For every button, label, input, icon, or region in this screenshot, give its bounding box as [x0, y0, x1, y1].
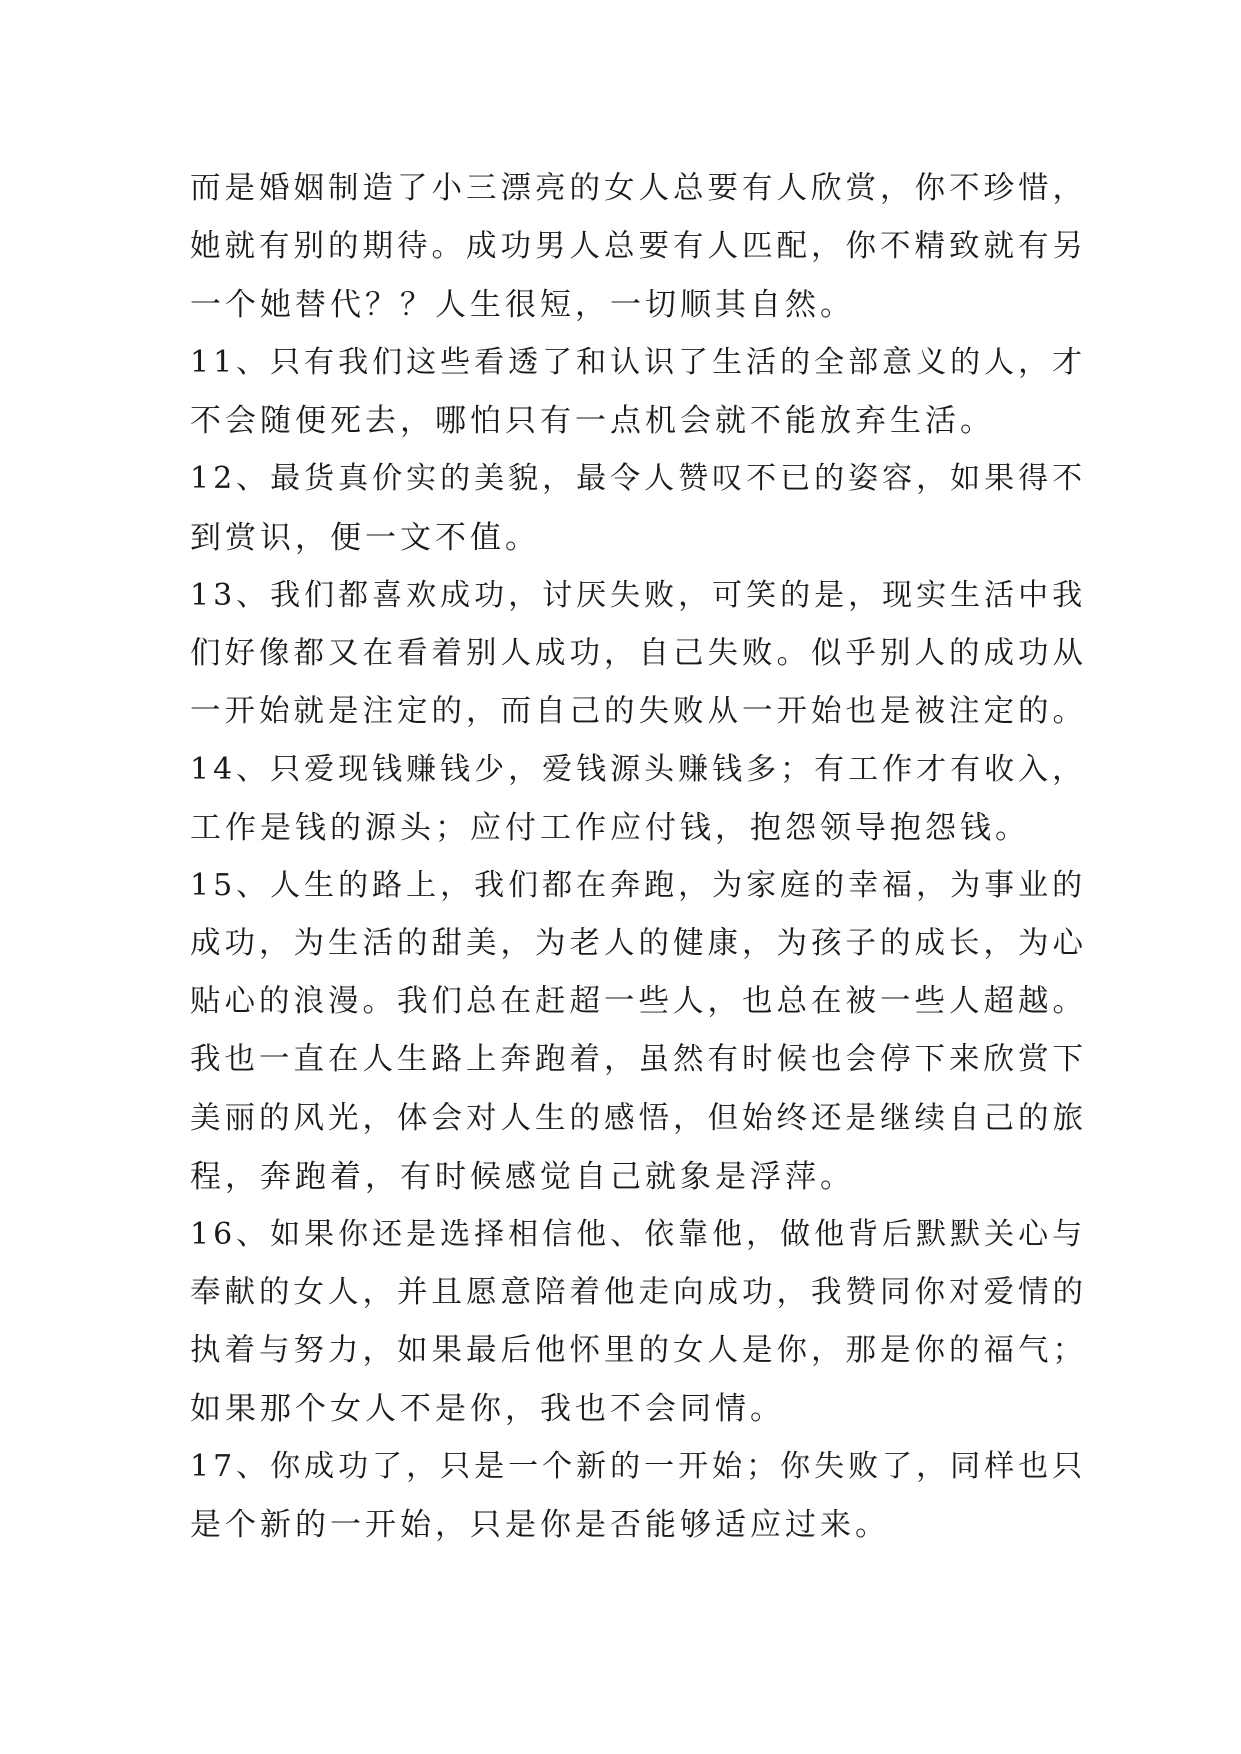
text-line: 而是婚姻制造了小三漂亮的女人总要有人欣赏，你不珍惜，: [190, 171, 1087, 206]
text-line: 16、如果你还是选择相信他、依靠他，做他背后默默关心与: [190, 1216, 1087, 1252]
document-body: [190, 160, 1090, 1554]
text-line: 美丽的风光，体会对人生的感悟，但始终还是继续自己的旅: [190, 1100, 1087, 1136]
text-line: 不会随便死去，哪怕只有一点机会就不能放弃生活。: [190, 403, 995, 440]
text-line: 15、人生的路上，我们都在奔跑，为家庭的幸福，为事业的: [190, 868, 1087, 904]
text-line: 贴心的浪漫。我们总在赶超一些人，也总在被一些人超越。: [190, 984, 1087, 1020]
text-line: 是个新的一开始，只是你是否能够适应过来。: [190, 1507, 890, 1544]
text-line: 12、最货真价实的美貌，最令人赞叹不已的姿容，如果得不: [190, 461, 1087, 497]
text-line: 奉献的女人，并且愿意陪着他走向成功，我赞同你对爱情的: [190, 1274, 1087, 1310]
text-line: 17、你成功了，只是一个新的一开始；你失败了，同样也只: [190, 1449, 1087, 1485]
text-line: 程，奔跑着，有时候感觉自己就象是浮萍。: [190, 1158, 855, 1195]
text-line: 13、我们都喜欢成功，讨厌失败，可笑的是，现实生活中我: [190, 577, 1087, 613]
text-line: 工作是钱的源头；应付工作应付钱，抱怨领导抱怨钱。: [190, 810, 1030, 847]
text-line: 如果那个女人不是你，我也不会同情。: [190, 1390, 785, 1427]
text-line: 我也一直在人生路上奔跑着，虽然有时候也会停下来欣赏下: [190, 1042, 1087, 1078]
text-line: 们好像都又在看着别人成功，自己失败。似乎别人的成功从: [190, 635, 1087, 671]
text-line: 成功，为生活的甜美，为老人的健康，为孩子的成长，为心: [190, 926, 1087, 962]
text-line: 一开始就是注定的，而自己的失败从一开始也是被注定的。: [190, 693, 1087, 729]
text-line: 执着与努力，如果最后他怀里的女人是你，那是你的福气；: [190, 1332, 1087, 1368]
text-line: 到赏识，便一文不值。: [190, 519, 540, 556]
text-line: 14、只爱现钱赚钱少，爱钱源头赚钱多；有工作才有收入，: [190, 751, 1087, 787]
text-line: 11、只有我们这些看透了和认识了生活的全部意义的人，才: [190, 345, 1087, 381]
text-line: 她就有别的期待。成功男人总要有人匹配，你不精致就有另: [190, 229, 1087, 265]
text-line: 一个她替代？？人生很短，一切顺其自然。: [190, 287, 855, 324]
